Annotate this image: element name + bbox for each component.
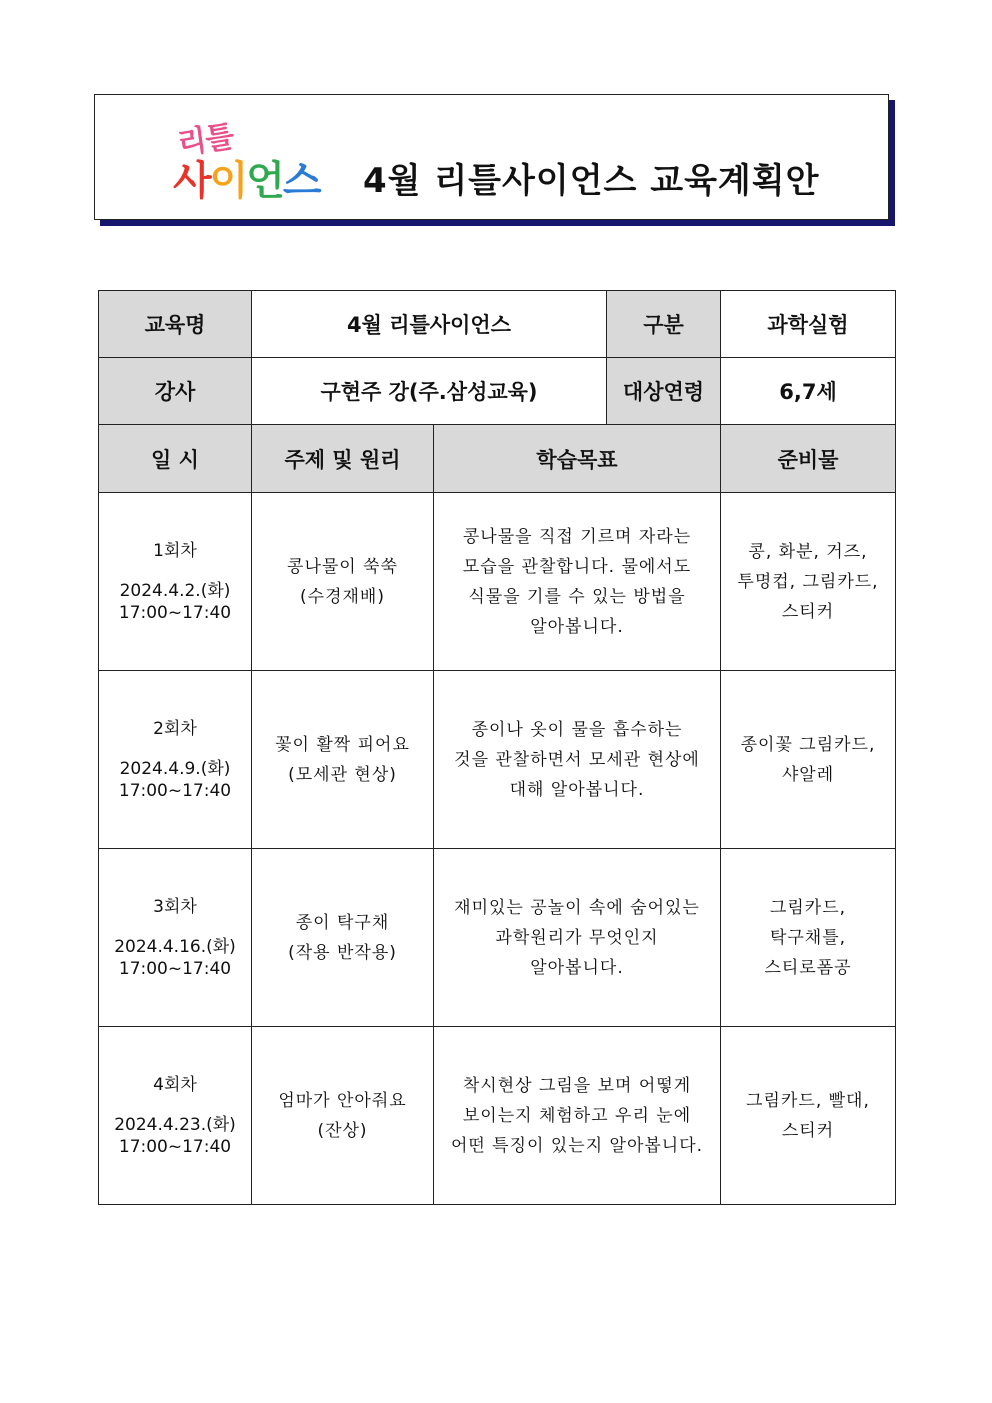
category-value: 과학실험 xyxy=(721,291,896,358)
session-date: 2024.4.9.(화) xyxy=(119,758,231,779)
education-plan-table xyxy=(98,290,896,1205)
age-label: 대상연령 xyxy=(607,358,721,425)
session-topic: 콩나물이 쑥쑥 (수경재배) xyxy=(252,493,434,671)
session-row xyxy=(99,671,896,849)
edu-name-label: 교육명 xyxy=(99,291,252,358)
info-row-name xyxy=(99,291,896,358)
session-topic: 꽃이 활짝 피어요 (모세관 현상) xyxy=(252,671,434,849)
session-datetime xyxy=(99,1027,252,1205)
session-materials: 그림카드, 탁구채틀, 스티로폼공 xyxy=(721,849,896,1027)
category-label: 구분 xyxy=(607,291,721,358)
session-materials: 그림카드, 빨대, 스티커 xyxy=(721,1027,896,1205)
logo-char-3: 언 xyxy=(246,158,283,204)
session-goal: 콩나물을 직접 기르며 자라는 모습을 관찰합니다. 물에서도 식물을 기를 수 있는 방법을 알아봅니다. xyxy=(434,493,721,671)
session-datetime xyxy=(99,671,252,849)
col-header-datetime: 일 시 xyxy=(99,425,252,493)
session-time: 17:00~17:40 xyxy=(118,602,232,623)
session-topic: 종이 탁구채 (작용 반작용) xyxy=(252,849,434,1027)
session-date: 2024.4.16.(화) xyxy=(114,936,236,957)
session-row xyxy=(99,1027,896,1205)
col-header-materials: 준비물 xyxy=(721,425,896,493)
logo-char-1: 사 xyxy=(173,158,210,204)
session-time: 17:00~17:40 xyxy=(118,780,232,801)
logo-line1-text: 리틀 xyxy=(175,119,236,162)
session-number: 3회차 xyxy=(153,896,197,917)
session-date: 2024.4.23.(화) xyxy=(114,1114,236,1135)
logo-char-2: 이 xyxy=(209,158,247,204)
session-number: 4회차 xyxy=(153,1074,197,1095)
logo-char-4: 스 xyxy=(282,158,320,204)
session-row xyxy=(99,849,896,1027)
session-time: 17:00~17:40 xyxy=(118,1136,232,1157)
instructor-label: 강사 xyxy=(99,358,252,425)
title-box xyxy=(94,94,889,220)
session-materials: 콩, 화분, 거즈, 투명컵, 그림카드, 스티커 xyxy=(721,493,896,671)
session-topic: 엄마가 안아줘요 (잔상) xyxy=(252,1027,434,1205)
instructor-value: 구현주 강(주.삼성교육) xyxy=(252,358,607,425)
logo-line2 xyxy=(173,149,320,206)
session-goal: 종이나 옷이 물을 흡수하는 것을 관찰하면서 모세관 현상에 대해 알아봅니다. xyxy=(434,671,721,849)
session-datetime xyxy=(99,849,252,1027)
little-science-logo xyxy=(173,115,343,204)
session-number: 2회차 xyxy=(153,718,197,739)
col-header-goal: 학습목표 xyxy=(434,425,721,493)
column-header-row xyxy=(99,425,896,493)
session-goal: 착시현상 그림을 보며 어떻게 보이는지 체험하고 우리 눈에 어떤 특징이 있는지 알아봅니다. xyxy=(434,1027,721,1205)
document-title: 4월 리틀사이언스 교육계획안 xyxy=(363,161,820,201)
age-value: 6,7세 xyxy=(721,358,896,425)
session-datetime xyxy=(99,493,252,671)
session-goal: 재미있는 공놀이 속에 숨어있는 과학원리가 무엇인지 알아봅니다. xyxy=(434,849,721,1027)
session-number: 1회차 xyxy=(153,540,197,561)
session-materials: 종이꽃 그림카드, 샤알레 xyxy=(721,671,896,849)
session-date: 2024.4.2.(화) xyxy=(119,580,231,601)
info-row-instructor xyxy=(99,358,896,425)
edu-name-value: 4월 리틀사이언스 xyxy=(252,291,607,358)
col-header-topic: 주제 및 원리 xyxy=(252,425,434,493)
session-row xyxy=(99,493,896,671)
session-time: 17:00~17:40 xyxy=(118,958,232,979)
